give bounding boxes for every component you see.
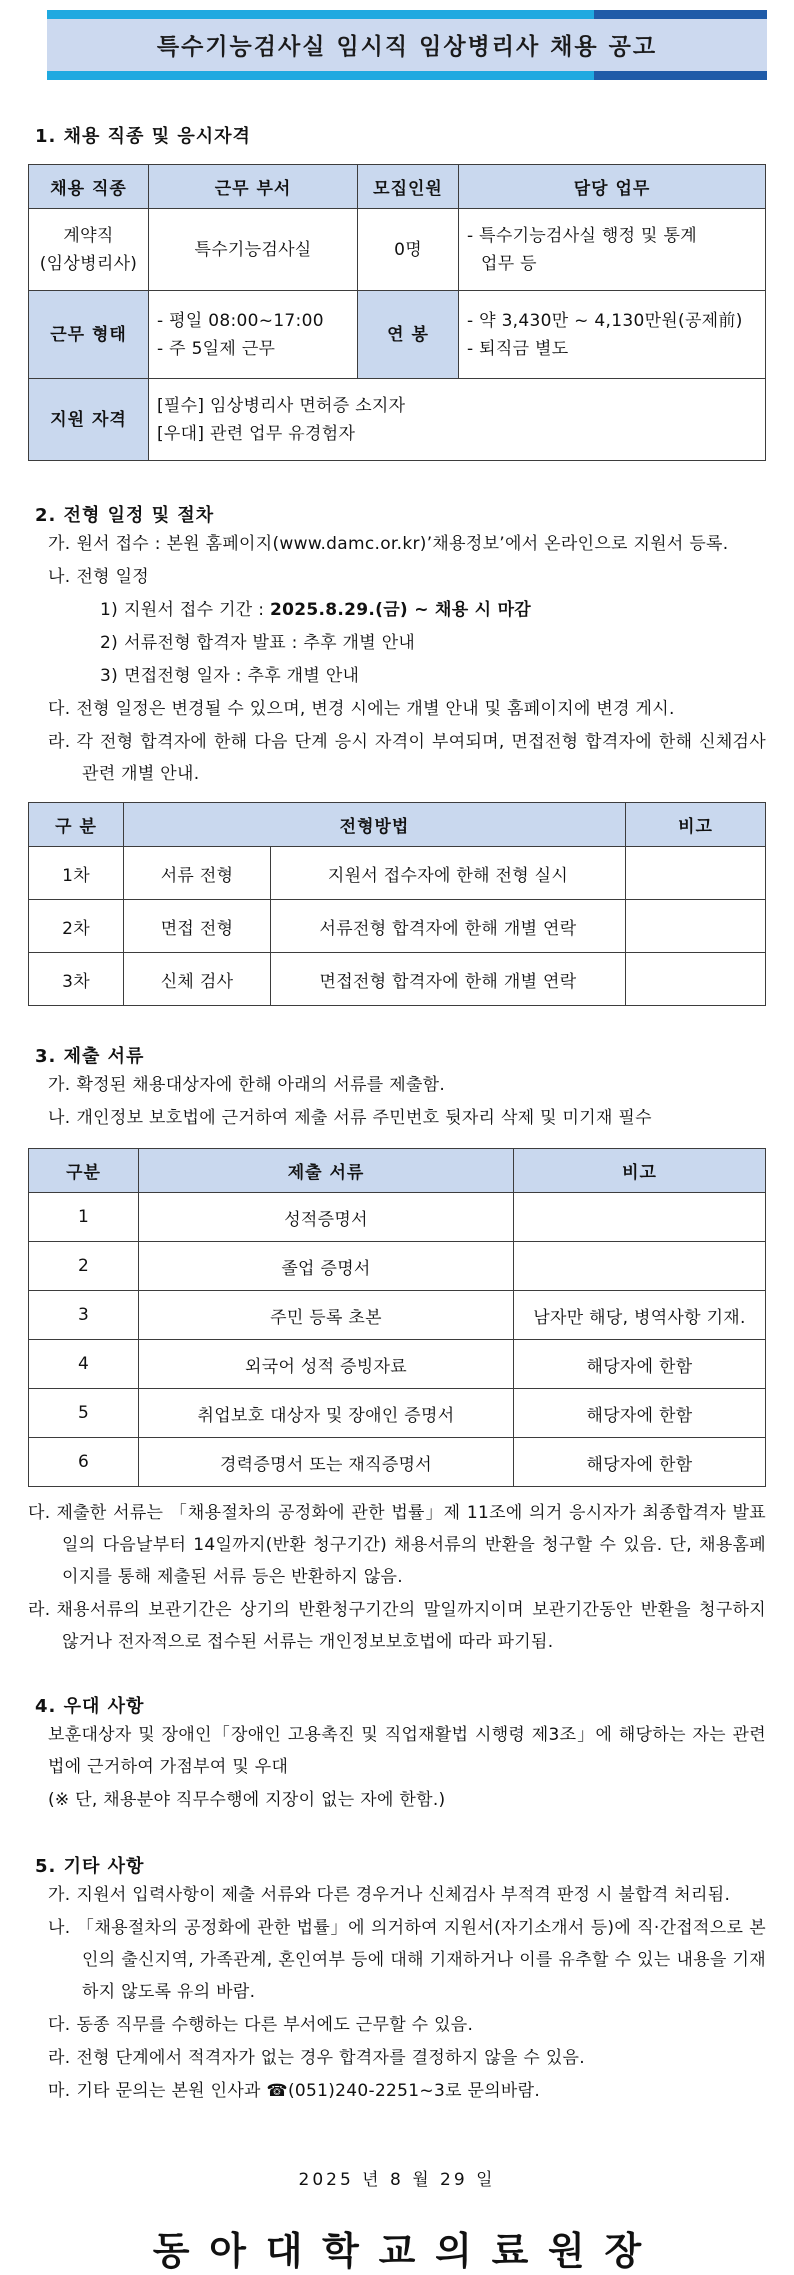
header-cell: 제출 서류 bbox=[139, 1149, 514, 1193]
table-row bbox=[29, 900, 766, 953]
qualification-label: 지원 자격 bbox=[29, 379, 149, 461]
cell: 지원서 접수자에 한해 전형 실시 bbox=[271, 847, 626, 900]
cell bbox=[514, 1242, 766, 1291]
cell: 해당자에 한함 bbox=[514, 1340, 766, 1389]
banner-bottom-stripe bbox=[47, 71, 767, 80]
list-item: 가. 확정된 채용대상자에 한해 아래의 서류를 제출함. bbox=[48, 1075, 446, 1095]
header-cell: 구분 bbox=[29, 1149, 139, 1193]
cell: 남자만 해당, 병역사항 기재. bbox=[514, 1291, 766, 1340]
cell bbox=[514, 1193, 766, 1242]
cell: 외국어 성적 증빙자료 bbox=[139, 1340, 514, 1389]
job-type-cell: 계약직 (임상병리사) bbox=[29, 209, 149, 291]
cell: 졸업 증명서 bbox=[139, 1242, 514, 1291]
table-row bbox=[29, 1438, 766, 1487]
list-item: 다. 전형 일정은 변경될 수 있으며, 변경 시에는 개별 안내 및 홈페이지에 변경 게시. bbox=[48, 699, 675, 719]
cell: 4 bbox=[29, 1340, 139, 1389]
cell: 면접전형 합격자에 한해 개별 연락 bbox=[271, 953, 626, 1006]
banner-stripe-cyan bbox=[47, 71, 594, 80]
cell: 3차 bbox=[29, 953, 124, 1006]
list-item: 가. 지원서 입력사항이 제출 서류와 다른 경우거나 신체검사 부적격 판정 시 불합격 처리됨. bbox=[48, 1885, 731, 1905]
banner-stripe-blue bbox=[594, 71, 767, 80]
work-type-label: 근무 형태 bbox=[29, 291, 149, 379]
list-item: 1) 지원서 접수 기간 : 2025.8.29.(금) ~ 채용 시 마감 bbox=[100, 600, 532, 620]
cell: 서류전형 합격자에 한해 개별 연락 bbox=[271, 900, 626, 953]
list-item: 다. 제출한 서류는 「채용절차의 공정화에 관한 법률」제 11조에 의거 응시자가 최종합격자 발표일의 다음날부터 14일까지(반환 청구기간) 채용서류의 반환을 청구할 수 있음. 단, 채용홈페이지를 통해 제출된 서류 등은 반환하지 않음. bbox=[28, 1503, 766, 1587]
document-title: 특수기능검사실 임시직 임상병리사 채용 공고 bbox=[47, 19, 767, 71]
list-item: 가. 원서 접수 : 본원 홈페이지(www.damc.or.kr)’채용정보’에서 온라인으로 지원서 등록. bbox=[48, 534, 729, 554]
cell: 성적증명서 bbox=[139, 1193, 514, 1242]
list-item: 라. 각 전형 합격자에 한해 다음 단계 응시 자격이 부여되며, 면접전형 합격자에 한해 신체검사 관련 개별 안내. bbox=[48, 732, 766, 784]
list-item: 2) 서류전형 합격자 발표 : 추후 개별 안내 bbox=[100, 633, 416, 653]
cell: 2차 bbox=[29, 900, 124, 953]
list-item: 3) 면접전형 일자 : 추후 개별 안내 bbox=[100, 666, 360, 686]
section5-heading: 5. 기타 사항 bbox=[35, 1856, 145, 1877]
table-row bbox=[29, 953, 766, 1006]
list-item: 라. 전형 단계에서 적격자가 없는 경우 합격자를 결정하지 않을 수 있음. bbox=[48, 2048, 585, 2068]
department-cell: 특수기능검사실 bbox=[149, 209, 358, 291]
table-header-row bbox=[29, 803, 766, 847]
table-row bbox=[29, 1193, 766, 1242]
list-item: 나. 전형 일정 bbox=[48, 567, 150, 587]
banner-stripe-blue bbox=[594, 10, 767, 19]
cell: 1 bbox=[29, 1193, 139, 1242]
cell: 면접 전형 bbox=[124, 900, 271, 953]
header-cell: 담당 업무 bbox=[459, 165, 766, 209]
table-row bbox=[29, 1242, 766, 1291]
cell: 경력증명서 또는 재직증명서 bbox=[139, 1438, 514, 1487]
salary-label: 연 봉 bbox=[358, 291, 459, 379]
cell: 해당자에 한함 bbox=[514, 1389, 766, 1438]
title-banner bbox=[47, 10, 767, 80]
section4-heading: 4. 우대 사항 bbox=[35, 1696, 145, 1717]
section2-heading: 2. 전형 일정 및 절차 bbox=[35, 505, 215, 526]
list-item: 나. 개인정보 보호법에 근거하여 제출 서류 주민번호 뒷자리 삭제 및 미기재 필수 bbox=[48, 1108, 652, 1128]
job-info-table bbox=[28, 164, 766, 461]
cell bbox=[626, 900, 766, 953]
table-row bbox=[29, 379, 766, 461]
selection-process-table bbox=[28, 802, 766, 1006]
banner-top-stripe bbox=[47, 10, 767, 19]
table-row bbox=[29, 1389, 766, 1438]
cell: 해당자에 한함 bbox=[514, 1438, 766, 1487]
table-row bbox=[29, 209, 766, 291]
banner-stripe-cyan bbox=[47, 10, 594, 19]
cell: 1차 bbox=[29, 847, 124, 900]
list-item: 나. 「채용절차의 공정화에 관한 법률」에 의거하여 지원서(자기소개서 등)에 직·간접적으로 본인의 출신지역, 가족관계, 혼인여부 등에 대해 기재하거나 이를 유추할 수 있는 내용을 기재하지 않도록 유의 바람. bbox=[48, 1918, 766, 2002]
qualification-cell: [필수] 임상병리사 면허증 소지자 [우대] 관련 업무 유경험자 bbox=[149, 379, 766, 461]
table-row bbox=[29, 291, 766, 379]
table-row bbox=[29, 1340, 766, 1389]
announcement-date: 2025 년 8 월 29 일 bbox=[298, 2170, 496, 2190]
header-cell: 비고 bbox=[514, 1149, 766, 1193]
header-cell: 모집인원 bbox=[358, 165, 459, 209]
cell bbox=[626, 847, 766, 900]
cell: 6 bbox=[29, 1438, 139, 1487]
documents-table bbox=[28, 1148, 766, 1487]
header-cell: 구 분 bbox=[29, 803, 124, 847]
cell: 서류 전형 bbox=[124, 847, 271, 900]
headcount-cell: 0명 bbox=[358, 209, 459, 291]
list-item: 라. 채용서류의 보관기간은 상기의 반환청구기간의 말일까지이며 보관기간동안 반환을 청구하지 않거나 전자적으로 접수된 서류는 개인정보보호법에 따라 파기됨. bbox=[28, 1600, 766, 1652]
duty-cell: - 특수기능검사실 행정 및 통계 업무 등 bbox=[459, 209, 766, 291]
cell: 2 bbox=[29, 1242, 139, 1291]
document-page bbox=[0, 10, 794, 2275]
signature: 동아대학교의료원장 bbox=[152, 2228, 661, 2273]
table-row bbox=[29, 1291, 766, 1340]
header-cell: 채용 직종 bbox=[29, 165, 149, 209]
header-cell: 비고 bbox=[626, 803, 766, 847]
deadline-emphasis: 2025.8.29.(금) ~ 채용 시 마감 bbox=[269, 600, 532, 620]
cell: 취업보호 대상자 및 장애인 증명서 bbox=[139, 1389, 514, 1438]
table-row bbox=[29, 847, 766, 900]
table-header-row bbox=[29, 1149, 766, 1193]
cell: 3 bbox=[29, 1291, 139, 1340]
section1-heading: 1. 채용 직종 및 응시자격 bbox=[35, 126, 251, 147]
cell bbox=[626, 953, 766, 1006]
salary-cell: - 약 3,430만 ~ 4,130만원(공제前) - 퇴직금 별도 bbox=[459, 291, 766, 379]
preference-note: (※ 단, 채용분야 직무수행에 지장이 없는 자에 한함.) bbox=[48, 1790, 446, 1810]
contact-item: 마. 기타 문의는 본원 인사과 ☎(051)240-2251~3로 문의바람. bbox=[48, 2081, 541, 2101]
cell: 주민 등록 초본 bbox=[139, 1291, 514, 1340]
header-cell: 전형방법 bbox=[124, 803, 626, 847]
header-cell: 근무 부서 bbox=[149, 165, 358, 209]
section3-heading: 3. 제출 서류 bbox=[35, 1046, 145, 1067]
work-hours-cell: - 평일 08:00~17:00 - 주 5일제 근무 bbox=[149, 291, 358, 379]
cell: 신체 검사 bbox=[124, 953, 271, 1006]
list-item: 다. 동종 직무를 수행하는 다른 부서에도 근무할 수 있음. bbox=[48, 2015, 474, 2035]
cell: 5 bbox=[29, 1389, 139, 1438]
preference-text: 보훈대상자 및 장애인「장애인 고용촉진 및 직업재활법 시행령 제3조」에 해당하는 자는 관련법에 근거하여 가점부여 및 우대 bbox=[48, 1725, 766, 1777]
table-header-row bbox=[29, 165, 766, 209]
